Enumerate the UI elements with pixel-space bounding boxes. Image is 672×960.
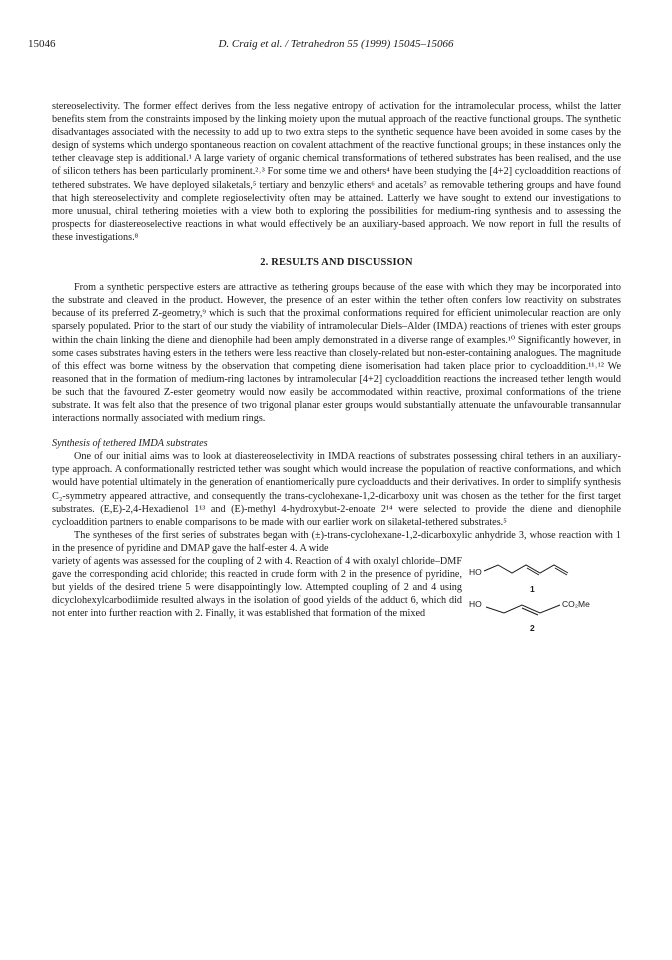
page-number: 15046 [28, 38, 56, 50]
compound-2-number: 2 [530, 623, 535, 633]
compound-1-skeleton [464, 557, 621, 587]
structure-compound-1 [464, 557, 621, 597]
compound-2-hydroxyl-label: HO [469, 599, 482, 609]
text-with-structures [52, 555, 621, 633]
synthesis-paragraph-1: One of our initial aims was to look at diastereoselectivity in IMDA reactions of substrates possessing chiral tethers in an auxiliary-type approach. A conformationally restricted tether was sought which would increase the population of reactive conformations, and which would have potential ultimately in the generation of enantiomerically pure cycloadducts and their derivatives. In order to simplify synthesis C₂-symmetry appeared attractive, and consequently the trans-cyclohexane-1,2-dicarboxy unit was chosen as the tether for the first target substrates. (E,E)-2,4-Hexadienol 1¹³ and (E)-methyl 4-hydroxybut-2-enoate 2¹⁴ were selected to provide the diene and dienophile cycloaddition partners to enable comparisons to be made with our earlier work on silaketal-tethered substrates.⁵ [52, 451, 621, 528]
subsection-heading: Synthesis of tethered IMDA substrates [52, 438, 208, 450]
synthesis-paragraph-2: The syntheses of the first series of substrates began with (±)-trans-cyclohexane-1,2-dicarboxylic anhydride 3, whose reaction with 1 in the presence of pyridine and DMAP gave the half-ester 4. A wide [52, 529, 621, 554]
synthesis-paragraph-2-continued: variety of agents was assessed for the coupling of 2 with 4. Reaction of 4 with oxalyl chloride–DMF gave the corresponding acid chloride; this reacted in crude form with 2 in the presence of pyridine, but yields of the desired triene 5 were disappointingly low. Attempted coupling of 2 and 4 using dicyclohexylcarbodiimide resulted always in the isolation of good yields of the adduct 6, which did not enter into further reaction with 2. Finally, it was established that formation of the mixed [52, 556, 462, 620]
compound-2-ester-label: CO₂Me [562, 599, 590, 609]
compound-1-hydroxyl-label: HO [469, 567, 482, 577]
structure-compound-2 [464, 597, 621, 637]
intro-paragraph: stereoselectivity. The former effect derives from the less negative entropy of activation for the intramolecular process, whilst the latter benefits stem from the constraints imposed by the linking moiety upon the mutual approach of the reactive functional groups. The synthetic disadvantages associated with the necessity to add up to two extra steps to the synthetic sequence have been avoided in some cases by the design of systems which undergo spontaneous reaction on covalent attachment of the reactive functional groups; in these instances only the tether cleavage step is additional.¹ A large variety of organic chemical transformations of tethered substrates has been realised, and the use of silicon tethers has been particularly prominent.²˒³ For some time we and others⁴ have been studying the [4+2] cycloaddition reactions of tethered substrates. We have deployed silaketals,⁵ tertiary and benzylic ethers⁶ and acetals⁷ as removable tethering groups and have found that high stereoselectivity and complete regioselectivity often may be attained. Latterly we have sought to extend our investigations to more unusual, chiral tethering moieties with a view both to exploring the possibilities for medium-ring synthesis and to assessing the prospects for diastereoselective reactions in what would effectively be an auxiliary-based approach. We now report in full the results of these investigations.⁸ [52, 101, 621, 243]
compound-2-skeleton [464, 597, 621, 623]
article-body [52, 100, 621, 633]
section-heading: 2. RESULTS AND DISCUSSION [260, 257, 413, 269]
compound-1-number: 1 [530, 584, 535, 594]
page-header [28, 38, 644, 54]
running-head: D. Craig et al. / Tetrahedron 55 (1999) 15045–15066 [218, 38, 454, 50]
results-paragraph: From a synthetic perspective esters are attractive as tethering groups because of the ease with which they may be incorporated into the substrate and cleaved in the product. However, the presence of an ester within the tether often confers low reactivity on substrates because of its preferred Z-geometry,⁹ which is such that the proximal conformations required for efficient unimolecular reaction are only sparsely populated. Prior to the start of our study the viability of intramolecular Diels–Alder (IMDA) reactions of trienes with ester groups within the chain linking the diene and dienophile had been amply demonstrated in a diverse range of examples.¹⁰ Significantly however, in some cases substrates having esters in the tethers were less reactive than closely-related but non-ester-containing analogues. The magnitude of this effect was borne witness by the observation that competing diene isomerisation had taken place prior to cycloaddition.¹¹˒¹² We reasoned that in the formation of medium-ring lactones by intramolecular [4+2] cycloaddition reactions the increased tether length would be such that the favoured Z-ester geometry would now easily be accommodated within reactive, proximal conformations of the triene substrate. It was felt also that the presence of two trigonal planar ester groups would substantially attenuate the unfavourable transannular interactions normally associated with medium rings. [52, 282, 621, 425]
